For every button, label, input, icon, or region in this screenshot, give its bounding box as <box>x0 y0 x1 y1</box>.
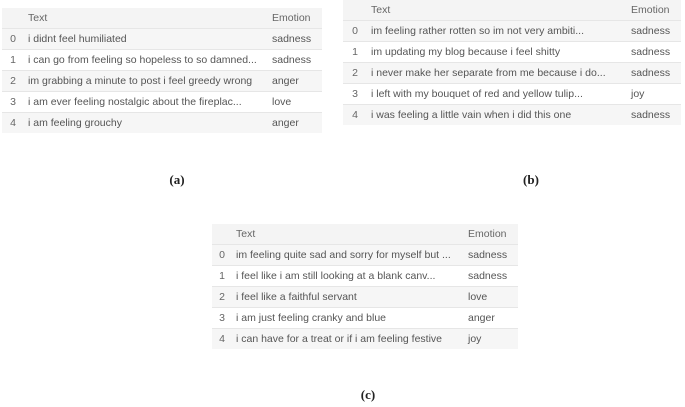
text-cell: i am feeling grouchy <box>24 113 268 134</box>
text-column-header: Text <box>367 0 627 21</box>
table-row <box>2 29 322 50</box>
row-index: 4 <box>343 105 367 126</box>
text-cell: i didnt feel humiliated <box>24 29 268 50</box>
text-cell: i am ever feeling nostalgic about the fireplac... <box>24 92 268 113</box>
emotion-cell: sadness <box>627 105 681 126</box>
table-row <box>2 71 322 92</box>
table-row <box>343 21 681 42</box>
table-row <box>212 329 518 350</box>
caption-b: (b) <box>523 172 539 187</box>
emotion-cell: sadness <box>627 63 681 84</box>
text-column-header: Text <box>232 224 464 245</box>
emotion-cell: anger <box>464 308 518 329</box>
table-row <box>2 92 322 113</box>
row-index: 4 <box>212 329 232 350</box>
emotion-cell: anger <box>268 113 322 134</box>
row-index: 0 <box>343 21 367 42</box>
table-b <box>343 0 681 125</box>
caption-c: (c) <box>360 387 376 402</box>
index-header <box>212 224 232 245</box>
row-index: 4 <box>2 113 24 134</box>
text-cell: i can have for a treat or if i am feeling festive <box>232 329 464 350</box>
row-index: 1 <box>212 266 232 287</box>
emotion-column-header: Emotion <box>627 0 681 21</box>
table-row <box>343 105 681 126</box>
emotion-cell: sadness <box>464 245 518 266</box>
emotion-cell: sadness <box>627 42 681 63</box>
text-cell: i feel like a faithful servant <box>232 287 464 308</box>
text-cell: im updating my blog because i feel shitty <box>367 42 627 63</box>
table-row <box>212 245 518 266</box>
emotion-cell: anger <box>268 71 322 92</box>
row-index: 0 <box>2 29 24 50</box>
text-cell: i was feeling a little vain when i did this one <box>367 105 627 126</box>
table-c <box>212 224 518 349</box>
emotion-column-header: Emotion <box>464 224 518 245</box>
text-cell: i feel like i am still looking at a blank canv... <box>232 266 464 287</box>
emotion-cell: sadness <box>627 21 681 42</box>
table-header-row <box>2 8 322 29</box>
emotion-cell: love <box>464 287 518 308</box>
table-row <box>2 50 322 71</box>
row-index: 2 <box>212 287 232 308</box>
row-index: 2 <box>343 63 367 84</box>
emotion-cell: sadness <box>268 29 322 50</box>
row-index: 3 <box>212 308 232 329</box>
table-row <box>343 84 681 105</box>
row-index: 2 <box>2 71 24 92</box>
text-cell: i never make her separate from me because i do... <box>367 63 627 84</box>
emotion-cell: joy <box>627 84 681 105</box>
text-cell: i am just feeling cranky and blue <box>232 308 464 329</box>
index-header <box>343 0 367 21</box>
emotion-cell: joy <box>464 329 518 350</box>
table-row <box>212 287 518 308</box>
table-row <box>212 308 518 329</box>
row-index: 1 <box>2 50 24 71</box>
row-index: 0 <box>212 245 232 266</box>
table-a <box>2 8 322 133</box>
text-cell: im feeling rather rotten so im not very ambiti... <box>367 21 627 42</box>
table-header-row <box>212 224 518 245</box>
emotion-column-header: Emotion <box>268 8 322 29</box>
row-index: 3 <box>343 84 367 105</box>
text-cell: im feeling quite sad and sorry for myself but ... <box>232 245 464 266</box>
row-index: 3 <box>2 92 24 113</box>
text-column-header: Text <box>24 8 268 29</box>
table-row <box>343 63 681 84</box>
index-header <box>2 8 24 29</box>
table-row <box>2 113 322 134</box>
table-header-row <box>343 0 681 21</box>
emotion-cell: love <box>268 92 322 113</box>
text-cell: im grabbing a minute to post i feel greedy wrong <box>24 71 268 92</box>
caption-a: (a) <box>169 172 185 187</box>
text-cell: i left with my bouquet of red and yellow tulip... <box>367 84 627 105</box>
emotion-cell: sadness <box>268 50 322 71</box>
row-index: 1 <box>343 42 367 63</box>
text-cell: i can go from feeling so hopeless to so damned... <box>24 50 268 71</box>
table-row <box>343 42 681 63</box>
emotion-cell: sadness <box>464 266 518 287</box>
table-row <box>212 266 518 287</box>
